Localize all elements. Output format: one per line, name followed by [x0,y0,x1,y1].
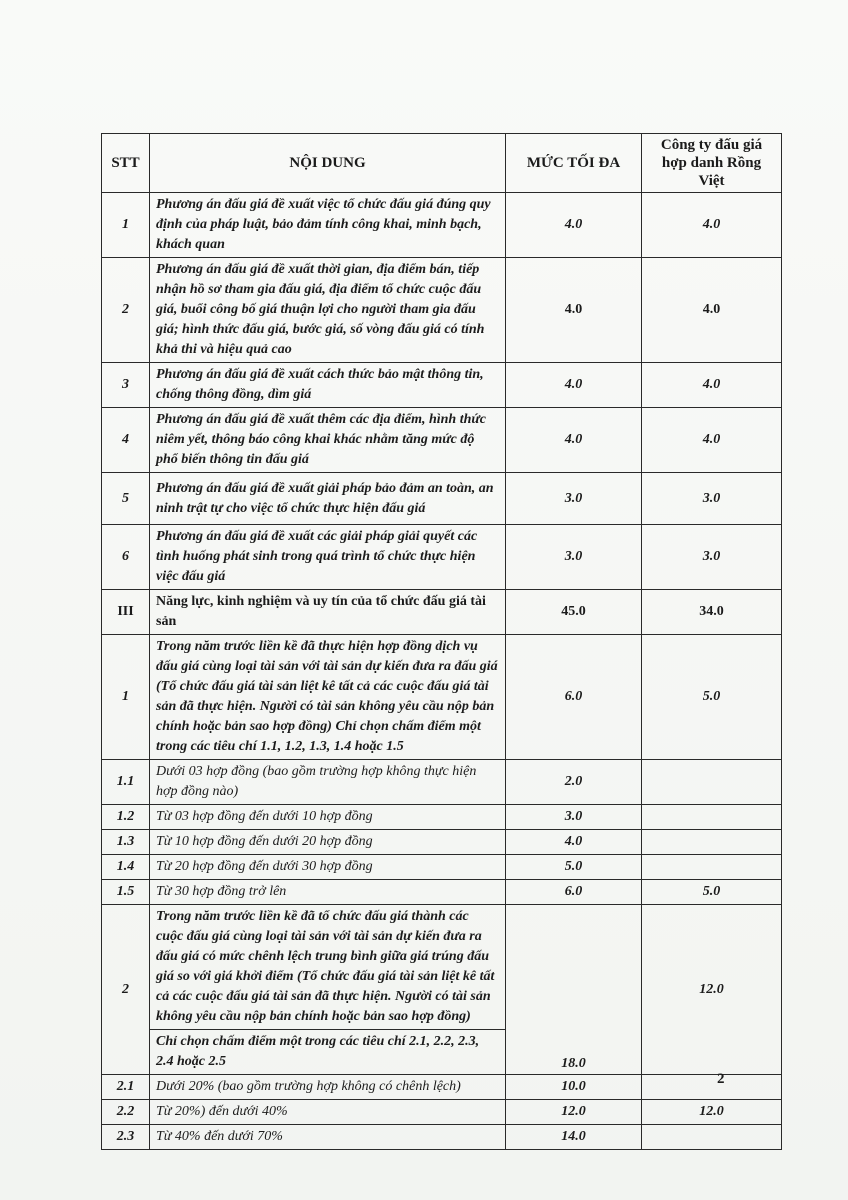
page-number: 2 [717,1071,725,1087]
row-max-score: 10.0 [506,1075,642,1100]
row-company-score: 5.0 [642,880,782,905]
table-row [102,805,782,830]
row-content: Phương án đấu giá đề xuất thời gian, địa điểm bán, tiếp nhận hồ sơ tham gia đấu giá, địa điểm tổ chức cuộc đấu giá, buổi công bố giá thuận lợi cho người tham gia đấu giá; hình thức đấu giá, bước giá, số vòng đấu giá có tính khả thi và hiệu quả cao [150,258,506,363]
row-company-score: 4.0 [642,363,782,408]
table-row [102,1125,782,1150]
row-content: Dưới 20% (bao gồm trường hợp không có chênh lệch) [150,1075,506,1100]
row-stt: 1.4 [102,855,150,880]
row-company-score: 12.0 [642,905,782,1075]
row-stt: 4 [102,408,150,473]
row-stt: 5 [102,473,150,525]
table-row [102,473,782,525]
row-company-score: 3.0 [642,525,782,590]
table-row [102,1075,782,1100]
row-stt: 2.2 [102,1100,150,1125]
row-max-score: 18.0 [506,905,642,1075]
row-max-score: 4.0 [506,193,642,258]
row-stt: 1.1 [102,760,150,805]
row-max-score: 14.0 [506,1125,642,1150]
row-content: Trong năm trước liền kề đã thực hiện hợp đồng dịch vụ đấu giá cùng loại tài sản với tài sản dự kiến đưa ra đấu giá (Tổ chức đấu giá tài sản liệt kê tất cả các cuộc đấu giá tài sản đã thực hiện. Người có tài sản không yêu cầu nộp bản chính hoặc bản sao hợp đồng) Chỉ chọn chấm điểm một trong các tiêu chí 1.1, 1.2, 1.3, 1.4 hoặc 1.5 [150,635,506,760]
row-max-score: 12.0 [506,1100,642,1125]
table-row [102,880,782,905]
row-content: Dưới 03 hợp đồng (bao gồm trường hợp không thực hiện hợp đồng nào) [150,760,506,805]
table-row [102,525,782,590]
row-content: Từ 20 hợp đồng đến dưới 30 hợp đồng [150,855,506,880]
row-company-score: 4.0 [642,408,782,473]
header-company-score: Công ty đấu giá hợp danh Rồng Việt [642,134,782,193]
row-max-score: 6.0 [506,880,642,905]
table-header-row [102,134,782,193]
row-content: Từ 10 hợp đồng đến dưới 20 hợp đồng [150,830,506,855]
table-row [102,830,782,855]
table-row [102,258,782,363]
row-company-score [642,1125,782,1150]
header-content: NỘI DUNG [150,134,506,193]
row-content: Phương án đấu giá đề xuất cách thức bảo mật thông tin, chống thông đồng, dìm giá [150,363,506,408]
table-row [102,193,782,258]
row-max-score: 45.0 [506,590,642,635]
row-max-score: 4.0 [506,258,642,363]
row-company-score [642,1075,782,1100]
row-stt: 1 [102,635,150,760]
row-stt: 1.3 [102,830,150,855]
header-max-score: MỨC TỐI ĐA [506,134,642,193]
row-content: Từ 40% đến dưới 70% [150,1125,506,1150]
row-stt: III [102,590,150,635]
row-stt: 1.2 [102,805,150,830]
row-company-score: 4.0 [642,193,782,258]
row-max-score: 5.0 [506,855,642,880]
row-max-score: 3.0 [506,805,642,830]
row-stt: 2.1 [102,1075,150,1100]
table-row [102,1100,782,1125]
table-row [102,905,782,1030]
row-stt: 3 [102,363,150,408]
table-row [102,855,782,880]
row-max-score: 3.0 [506,525,642,590]
row-company-score: 4.0 [642,258,782,363]
row-content: Trong năm trước liền kề đã tổ chức đấu giá thành các cuộc đấu giá cùng loại tài sản với tài sản dự kiến đưa ra đấu giá có mức chênh lệch trung bình giữa giá trúng đấu giá so với giá khởi điểm (Tổ chức đấu giá tài sản liệt kê tất cả các cuộc đấu giá tài sản đã thực hiện. Người có tài sản không yêu cầu nộp bản chính hoặc bản sao hợp đồng) [150,905,506,1030]
row-content: Từ 30 hợp đồng trở lên [150,880,506,905]
row-content: Phương án đấu giá đề xuất thêm các địa điểm, hình thức niêm yết, thông báo công khai khác nhằm tăng mức độ phổ biến thông tin đấu giá [150,408,506,473]
row-company-score: 5.0 [642,635,782,760]
table-row [102,635,782,760]
row-max-score: 4.0 [506,408,642,473]
evaluation-table [101,133,782,1150]
table-row [102,363,782,408]
row-content: Phương án đấu giá đề xuất việc tổ chức đấu giá đúng quy định của pháp luật, bảo đảm tính công khai, minh bạch, khách quan [150,193,506,258]
row-company-score: 12.0 [642,1100,782,1125]
table-row [102,760,782,805]
row-stt: 1 [102,193,150,258]
row-max-score: 2.0 [506,760,642,805]
row-company-score [642,760,782,805]
row-stt: 2 [102,258,150,363]
row-max-score: 4.0 [506,830,642,855]
row-content: Phương án đấu giá đề xuất giải pháp bảo đảm an toàn, an ninh trật tự cho việc tổ chức thực hiện đấu giá [150,473,506,525]
row-company-score [642,805,782,830]
row-company-score: 34.0 [642,590,782,635]
row-max-score: 4.0 [506,363,642,408]
table-section-row [102,590,782,635]
row-content-note: Chỉ chọn chấm điểm một trong các tiêu chí 2.1, 2.2, 2.3, 2.4 hoặc 2.5 [150,1030,506,1075]
row-content: Năng lực, kinh nghiệm và uy tín của tổ chức đấu giá tài sản [150,590,506,635]
row-max-score: 6.0 [506,635,642,760]
row-content: Từ 20%) đến dưới 40% [150,1100,506,1125]
row-stt: 6 [102,525,150,590]
row-max-score: 3.0 [506,473,642,525]
row-content: Từ 03 hợp đồng đến dưới 10 hợp đồng [150,805,506,830]
row-stt: 2 [102,905,150,1075]
header-stt: STT [102,134,150,193]
table-row [102,408,782,473]
row-stt: 1.5 [102,880,150,905]
row-content: Phương án đấu giá đề xuất các giải pháp giải quyết các tình huống phát sinh trong quá trình tổ chức thực hiện việc đấu giá [150,525,506,590]
row-company-score [642,830,782,855]
row-company-score [642,855,782,880]
row-company-score: 3.0 [642,473,782,525]
row-stt: 2.3 [102,1125,150,1150]
